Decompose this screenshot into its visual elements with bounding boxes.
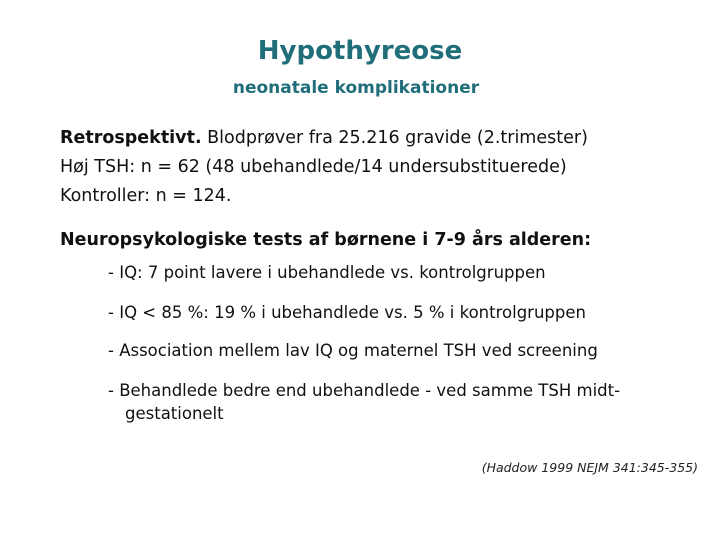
intro-block bbox=[60, 124, 710, 211]
slide-subtitle: neonatale komplikationer bbox=[232, 78, 480, 98]
bullet-iq-under-85: - IQ < 85 %: 19 % i ubehandlede vs. 5 % i kontrolgruppen bbox=[108, 303, 586, 322]
neuro-heading: Neuropsykologiske tests af børnene i 7-9 års alderen: bbox=[60, 230, 592, 250]
citation: (Haddow 1999 NEJM 341:345-355) bbox=[481, 460, 698, 475]
bullet-association: - Association mellem lav IQ og maternel TSH ved screening bbox=[108, 341, 598, 360]
intro-line-1 bbox=[60, 124, 710, 153]
intro-line-1-bold: Retrospektivt. bbox=[60, 128, 202, 148]
bullet-treated-better-line-1: - Behandlede bedre end ubehandlede - ved samme TSH midt- bbox=[108, 381, 621, 400]
intro-line-3: Kontroller: n = 124. bbox=[60, 186, 232, 206]
slide-title: Hypothyreose bbox=[257, 36, 463, 66]
bullet-iq-lower: - IQ: 7 point lavere i ubehandlede vs. kontrolgruppen bbox=[108, 263, 546, 282]
intro-line-2: Høj TSH: n = 62 (48 ubehandlede/14 undersubstituerede) bbox=[60, 157, 567, 177]
intro-line-1-rest: Blodprøver fra 25.216 gravide (2.trimester) bbox=[201, 128, 588, 148]
bullet-treated-better bbox=[108, 379, 708, 425]
bullet-treated-better-line-2: gestationelt bbox=[125, 404, 224, 423]
